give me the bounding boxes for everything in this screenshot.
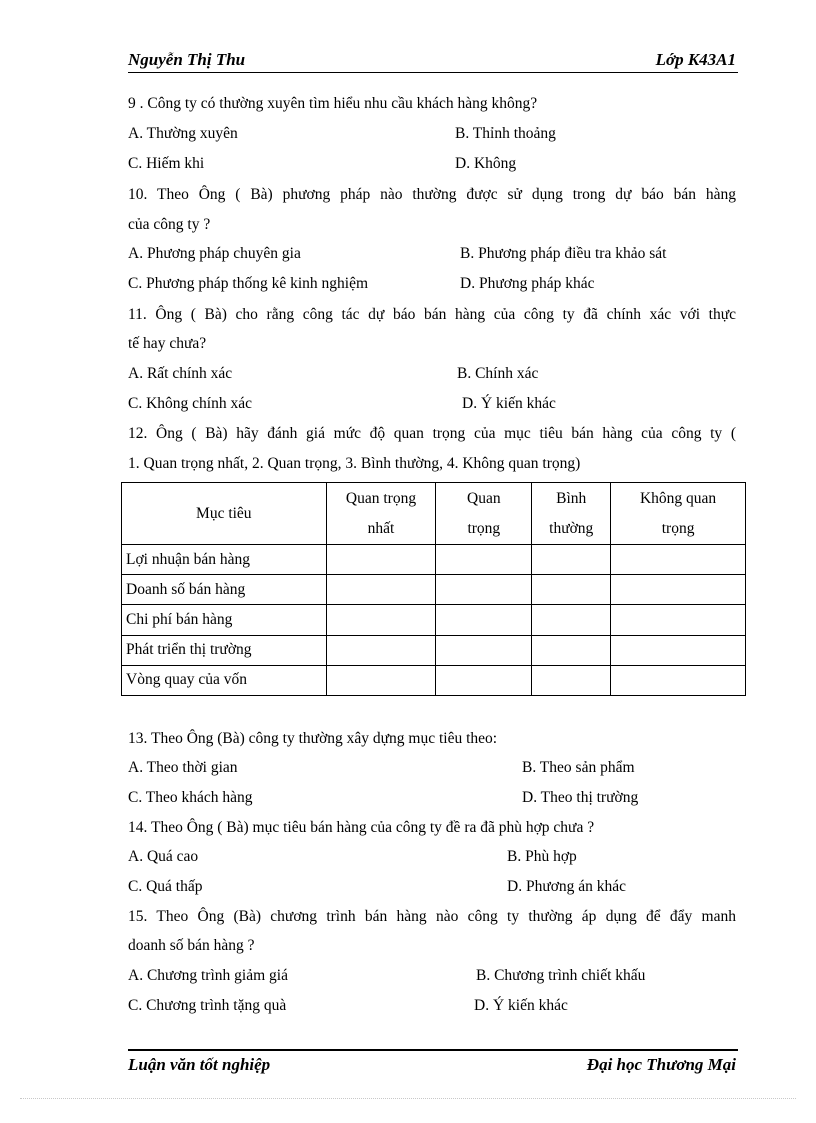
q13-option-a: A. Theo thời gian <box>128 759 238 776</box>
rating-cell[interactable] <box>611 635 746 665</box>
question-9: 9 . Công ty có thường xuyên tìm hiểu nhu cầu khách hàng không? <box>128 95 538 112</box>
rating-cell[interactable] <box>436 665 532 695</box>
q15-option-a: A. Chương trình giảm giá <box>128 967 288 984</box>
question-11-line1: 11. Ông ( Bà) cho rằng công tác dự báo bán hàng của công ty đã chính xác với thực <box>128 306 736 323</box>
q15-option-c: C. Chương trình tặng quà <box>128 997 287 1014</box>
rating-cell[interactable] <box>436 635 532 665</box>
q11-option-d: D. Ý kiến khác <box>462 395 556 412</box>
question-11-line2: tế hay chưa? <box>128 335 207 352</box>
rating-cell[interactable] <box>611 575 746 605</box>
q11-option-b: B. Chính xác <box>457 365 539 382</box>
q11-option-a: A. Rất chính xác <box>128 365 233 382</box>
q15-option-d: D. Ý kiến khác <box>474 997 568 1014</box>
goals-rating-table <box>121 482 746 696</box>
question-14: 14. Theo Ông ( Bà) mục tiêu bán hàng của công ty đề ra đã phù hợp chưa ? <box>128 819 595 836</box>
q15-option-b: B. Chương trình chiết khấu <box>476 967 646 984</box>
q9-option-b: B. Thỉnh thoảng <box>455 125 556 142</box>
rating-cell[interactable] <box>532 635 611 665</box>
q10-option-d: D. Phương pháp khác <box>460 275 595 292</box>
q9-option-c: C. Hiếm khi <box>128 155 205 172</box>
question-12-line1: 12. Ông ( Bà) hãy đánh giá mức độ quan trọng của mục tiêu bán hàng của công ty ( <box>128 425 736 442</box>
rating-cell[interactable] <box>611 665 746 695</box>
q13-option-b: B. Theo sản phẩm <box>522 759 635 776</box>
rating-cell[interactable] <box>611 605 746 635</box>
q14-option-d: D. Phương án khác <box>507 878 627 895</box>
table-header-row <box>122 483 746 545</box>
question-15-line1: 15. Theo Ông (Bà) chương trình bán hàng nào công ty thường áp dụng để đẩy manh <box>128 908 736 925</box>
question-13: 13. Theo Ông (Bà) công ty thường xây dựng mục tiêu theo: <box>128 730 498 747</box>
q10-option-a: A. Phương pháp chuyên gia <box>128 245 301 262</box>
q10-option-c: C. Phương pháp thống kê kinh nghiệm <box>128 275 369 292</box>
header-cell-goal: Mục tiêu <box>122 483 327 545</box>
rating-cell[interactable] <box>326 665 436 695</box>
rating-cell[interactable] <box>326 605 436 635</box>
goal-label: Vòng quay của vốn <box>122 665 327 695</box>
rating-cell[interactable] <box>436 605 532 635</box>
page-footer <box>128 1049 738 1079</box>
page-bottom-divider <box>20 1098 796 1099</box>
q14-option-b: B. Phù hợp <box>507 848 577 865</box>
header-cell-most-important: Quan trọng nhất <box>326 483 436 545</box>
rating-cell[interactable] <box>532 545 611 575</box>
question-10-line1: 10. Theo Ông ( Bà) phương pháp nào thường được sử dụng trong dự báo bán hàng <box>128 186 736 203</box>
table-row <box>122 635 746 665</box>
rating-cell[interactable] <box>436 575 532 605</box>
q14-option-a: A. Quá cao <box>128 848 199 865</box>
goal-label: Doanh số bán hàng <box>122 575 327 605</box>
header-cell-normal: Bình thường <box>532 483 611 545</box>
header-cell-important: Quan trọng <box>436 483 532 545</box>
q13-option-d: D. Theo thị trường <box>522 789 639 806</box>
goal-label: Phát triển thị trường <box>122 635 327 665</box>
q9-option-a: A. Thường xuyên <box>128 125 238 142</box>
goal-label: Lợi nhuận bán hàng <box>122 545 327 575</box>
goal-label: Chi phí bán hàng <box>122 605 327 635</box>
table-row <box>122 605 746 635</box>
rating-cell[interactable] <box>326 635 436 665</box>
table-row <box>122 575 746 605</box>
table-row <box>122 545 746 575</box>
q9-option-d: D. Không <box>455 155 517 172</box>
page-header <box>128 50 738 73</box>
q10-option-b: B. Phương pháp điều tra khảo sát <box>460 245 667 262</box>
university-name: Đại học Thương Mại <box>586 1055 736 1074</box>
rating-cell[interactable] <box>436 545 532 575</box>
question-12-line2: 1. Quan trọng nhất, 2. Quan trọng, 3. Bình thường, 4. Không quan trọng) <box>128 455 581 472</box>
author-name: Nguyễn Thị Thu <box>128 50 246 69</box>
header-cell-not-important: Không quan trọng <box>611 483 746 545</box>
q13-option-c: C. Theo khách hàng <box>128 789 253 806</box>
q11-option-c: C. Không chính xác <box>128 395 252 412</box>
thesis-label: Luận văn tốt nghiệp <box>128 1055 271 1074</box>
rating-cell[interactable] <box>532 665 611 695</box>
class-label: Lớp K43A1 <box>655 50 736 69</box>
rating-cell[interactable] <box>532 575 611 605</box>
rating-cell[interactable] <box>611 545 746 575</box>
rating-cell[interactable] <box>326 545 436 575</box>
table-row <box>122 665 746 695</box>
question-15-line2: doanh số bán hàng ? <box>128 937 255 954</box>
rating-cell[interactable] <box>326 575 436 605</box>
q14-option-c: C. Quá thấp <box>128 878 203 895</box>
question-10-line2: của công ty ? <box>128 216 211 233</box>
rating-cell[interactable] <box>532 605 611 635</box>
